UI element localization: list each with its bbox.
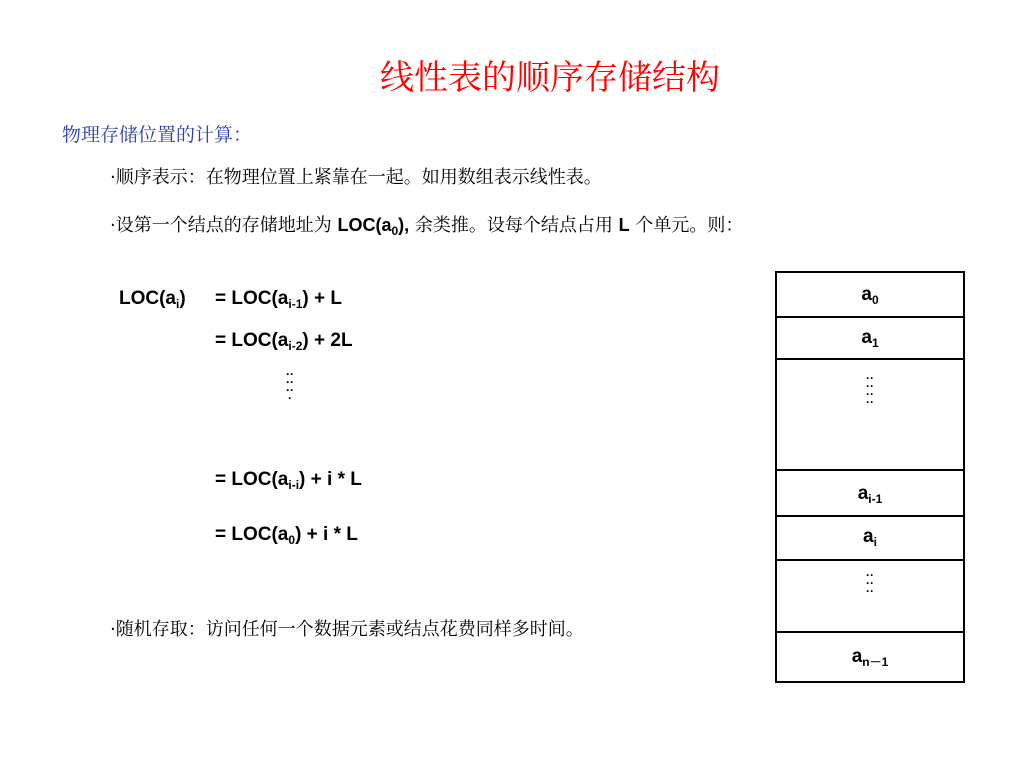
formula-line-2: = $LOC(a_{i-2}) + 2L$ [215, 330, 353, 353]
memory-vertical-dots-1: ········ [866, 371, 874, 409]
bullet-address-loc: $LOC(a_0)$, [337, 215, 410, 238]
bullet-address-pre: ·设第一个结点的存储地址为 [110, 215, 338, 236]
memory-layout-diagram [775, 271, 965, 683]
bullet-sequential [110, 163, 602, 189]
memory-cell-ai: $a_i$ [777, 517, 963, 561]
bullet-address-mid: 余类推。设每个结点占用 [409, 215, 619, 236]
page-title: 线性表的顺序存储结构 [380, 58, 720, 98]
formula-line-1: = $LOC(a_{i-1}) + L$ [215, 288, 342, 311]
formula-line-3: = $LOC(a_{i-i}) + i * L$ [215, 469, 362, 492]
formula-lhs: $LOC(a_i)$ [119, 288, 186, 311]
memory-cell-ellipsis-1 [777, 360, 963, 471]
memory-cell-a1: $a_1$ [777, 318, 963, 360]
memory-cell-ellipsis-2 [777, 561, 963, 633]
memory-cell-an-1: $a_{n-1}$ [851, 646, 889, 669]
memory-vertical-dots-2: ······ [866, 568, 874, 598]
bullet-address [110, 211, 743, 237]
bullet-random-access [110, 615, 584, 641]
memory-cell-a0: $a_0$ [777, 273, 963, 318]
formula-line-4: = $LOC(a_0) + i * L$ [215, 524, 358, 547]
bullet-address-L: L [618, 215, 630, 235]
bullet-random-access-text: ·随机存取：访问任何一个数据元素或结点花费同样多时间。 [110, 619, 584, 640]
bullet-sequential-text: ·顺序表示：在物理位置上紧靠在一起。如用数组表示线性表。 [110, 167, 602, 188]
bullet-address-post: 个单元。则： [629, 215, 744, 236]
section-subtitle: 物理存储位置的计算： [62, 124, 253, 146]
formula-vertical-dots: ······· [286, 367, 294, 405]
memory-cell-ai-1: $a_{i-1}$ [777, 471, 963, 517]
